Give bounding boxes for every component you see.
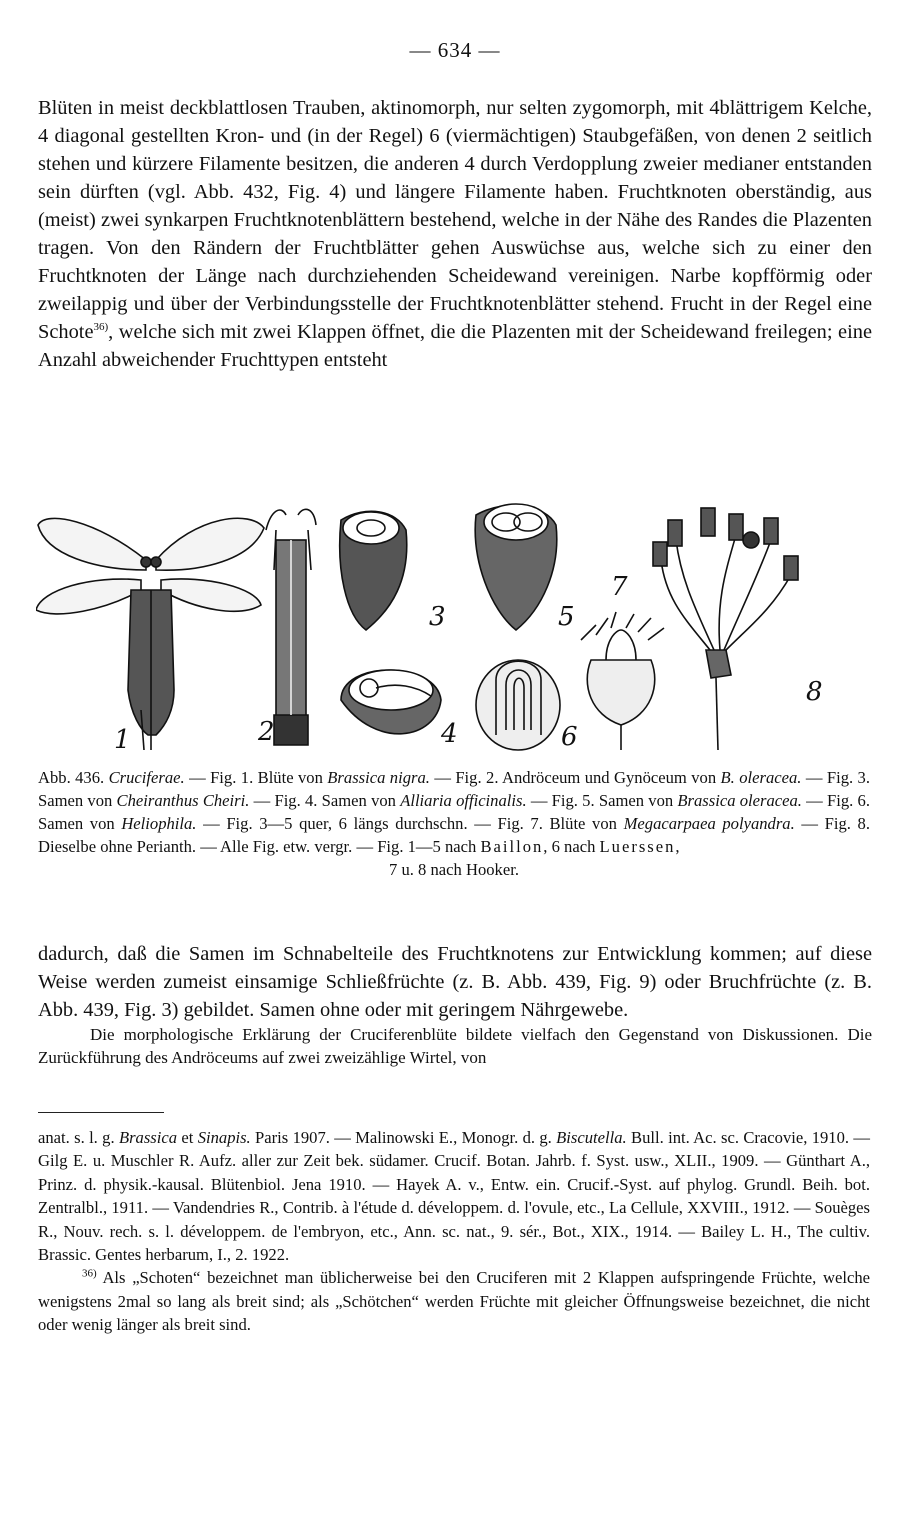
figure-illustration: [36, 500, 876, 755]
footnote-reference: 36): [93, 321, 109, 334]
fig-label-1: 1: [114, 725, 131, 755]
references-block: [38, 1126, 870, 1337]
ref-text: et: [177, 1128, 198, 1147]
references-text: [38, 1126, 870, 1266]
caption-author: Luerssen,: [599, 837, 682, 856]
fig-label-3: 3: [429, 602, 446, 632]
caption-text: — Fig. 6. Samen von: [38, 791, 870, 833]
paragraph-1-end: , welche sich mit zwei Klappen öffnet, die die Plazenten mit der Scheidewand freilegen; eine Anzahl abweichender Fruchttypen entsteht: [38, 321, 872, 371]
fig3-seed-drawing: [340, 511, 407, 630]
fig-label-4: 4: [441, 719, 458, 749]
fig5-seed-drawing: [475, 504, 557, 630]
caption-text: — Fig. 2. Andröceum und Gynöceum von: [429, 768, 721, 787]
ref-genus: Sinapis.: [197, 1128, 251, 1147]
caption-text: — Fig. 8. Dieselbe ohne Perianth. — Alle Fig. etw. vergr. — Fig. 1—5 nach: [38, 814, 870, 856]
ref-text: anat. s. l. g.: [38, 1128, 119, 1147]
caption-text: — Fig. 5. Samen von: [526, 791, 678, 810]
fig-label-7: 7: [611, 572, 628, 602]
caption-species: Cheiranthus Cheiri.: [116, 791, 250, 810]
caption-text: , 6 nach: [543, 837, 600, 856]
caption-species: Brassica nigra.: [327, 768, 430, 787]
fig-label-6: 6: [561, 722, 578, 752]
ref-text: Paris 1907. — Malinowski E., Monogr. d. g.: [250, 1128, 557, 1147]
caption-abb: Abb. 436.: [38, 768, 105, 787]
caption-text: — Fig. 4. Samen von: [249, 791, 401, 810]
caption-species: Heliophila.: [121, 814, 197, 833]
footnote-divider: [38, 1112, 164, 1113]
figure-caption: [38, 766, 870, 881]
fig-label-2: 2: [258, 717, 275, 747]
paragraph-3: Die morphologische Erklärung der Cruciferenblüte bildete vielfach den Gegenstand von Diskussionen. Die Zurückführung des Andröceums auf zwei zweizählige Wirtel, von: [38, 1025, 872, 1067]
ref-genus: Biscutella.: [556, 1128, 627, 1147]
footnote-mark: 36): [82, 1267, 97, 1280]
caption-text: — Fig. 1. Blüte von: [184, 768, 328, 787]
caption-species: Alliaria officinalis.: [400, 791, 527, 810]
fig1-flower-drawing: [36, 518, 264, 750]
page-number: — 634 —: [409, 38, 501, 62]
caption-text: — Fig. 3. Samen von: [38, 768, 870, 810]
caption-species: Brassica oleracea.: [677, 791, 802, 810]
fig-label-8: 8: [806, 677, 823, 707]
caption-last-line: 7 u. 8 nach Hooker.: [389, 860, 519, 879]
fig2-androeceum-drawing: [266, 509, 316, 745]
fig7-flower-drawing: [581, 612, 664, 750]
botanical-figure: [36, 500, 876, 755]
fig6-seed-drawing: [476, 660, 560, 750]
ref-genus: Brassica: [118, 1128, 178, 1147]
fig-label-5: 5: [558, 602, 575, 632]
footnote-36: [38, 1266, 870, 1336]
caption-author: Baillon: [480, 837, 544, 856]
footnote-text: Als „Schoten“ bezeichnet man üblicherweise bei den Cruciferen mit 2 Klappen aufspringende Früchte, welche wenigstens 2mal so lang als breit sind; als „Schötchen“ werden Früchte mit gleicher Öffnungsweise bezeichnet, die nicht oder wenig länger als breit sind.: [38, 1268, 870, 1335]
paragraph-1-text: Blüten in meist deckblattlosen Trauben, aktinomorph, nur selten zygomorph, mit 4blättrigem Kelche, 4 diagonal gestellten Kron- und (in der Regel) 6 (viermächtigen) Staubgefäßen, von denen 2 seitlich stehen und kürzere Filamente besitzen, die anderen 4 durch Verdopplung zweier medianer entstanden sein dürften (vgl. Abb. 432, Fig. 4) und längere Filamente haben. Fruchtknoten oberständig, aus (meist) zwei synkarpen Fruchtknotenblättern bestehend, welche in der Nähe des Randes die Plazenten tragen. Von den Rändern der Fruchtblätter gehen Auswüchse aus, welche sich zu einer den Fruchtknoten der Länge nach durchziehenden Scheidewand vereinigen. Narbe kopfförmig oder zweilappig und über der Verbindungsstelle der Fruchtknotenblätter stehend. Frucht in der Regel eine Schote: [38, 97, 872, 343]
paragraph-2: dadurch, daß die Samen im Schnabelteile des Fruchtknotens zur Entwicklung kommen; auf diese Weise werden zumeist einsamige Schließfrüchte (z. B. Abb. 439, Fig. 9) oder Bruchfrüchte (z. B. Abb. 439, Fig. 3) gebildet. Samen ohne oder mit geringem Nährgewebe.: [38, 943, 872, 1021]
caption-species: Megacarpaea polyandra.: [623, 814, 795, 833]
fig4-seed-drawing: [341, 670, 441, 734]
caption-family: Cruciferae.: [108, 768, 185, 787]
paragraph-2-block: [38, 940, 872, 1069]
paragraph-1: [38, 94, 872, 374]
ref-text: Bull. int. Ac. sc. Cracovie, 1910. — Gilg E. u. Muschler R. Aufz. aller zur Zeit bek. südamer. Crucif. Botan. Jahrb. f. Syst. usw., XLII., 1909. — Günthart A., Prinz. d. physik.-kausal. Blütenbiol. Jena 1910. — Hayek A. v., Entw. ein. Crucif.-Syst. auf phylog. Grundl. Beih. bot. Zentralbl., 1911. — Vandendries R., Contrib. à l'étude d. développem. d. l'ovule, etc., La Cellule, XXVIII., 1912. — Souèges R., Nouv. rech. s. l. développem. de l'embryon, etc., Ann. sc. nat., 9. sér., Bot., XIX., 1914. — Bailey L. H., The cultiv. Brassic. Gentes herbarum, I., 2. 1922.: [38, 1128, 870, 1265]
caption-species: B. oleracea.: [720, 768, 802, 787]
fig8-stamens-drawing: [653, 508, 798, 750]
caption-text: — Fig. 3—5 quer, 6 längs durchschn. — Fig. 7. Blüte von: [196, 814, 624, 833]
